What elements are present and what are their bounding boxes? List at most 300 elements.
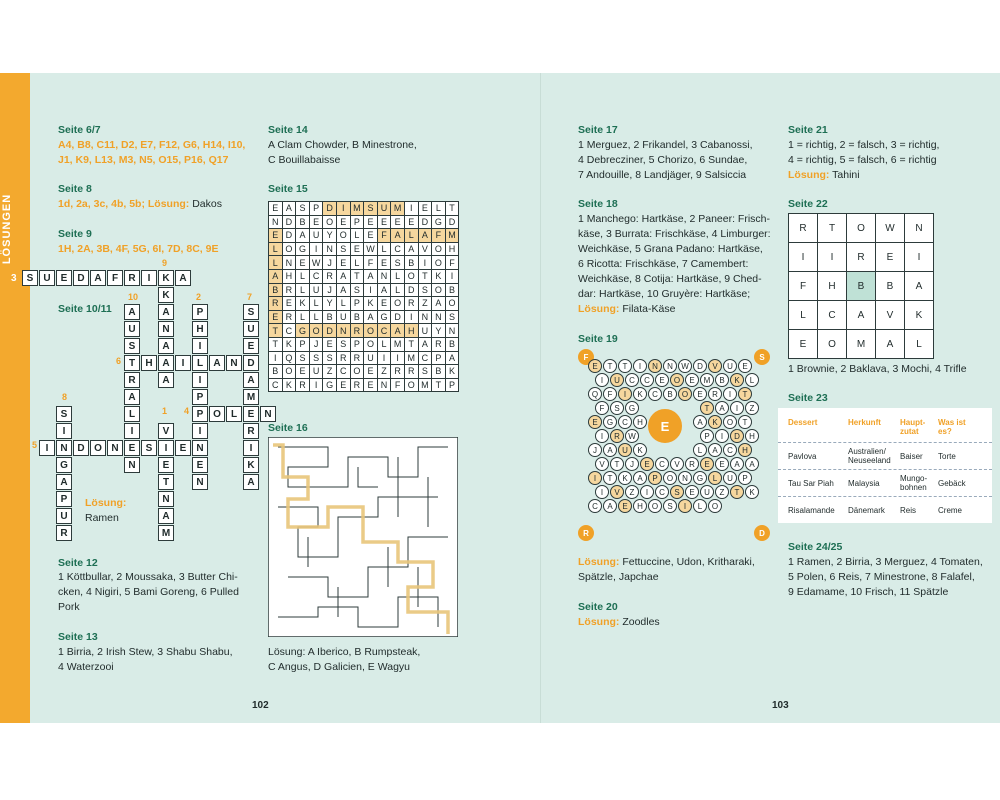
wordsearch-cell: O bbox=[432, 256, 446, 270]
letter-node: E bbox=[588, 359, 602, 373]
cw-num-10: 10 bbox=[128, 292, 139, 302]
wordsearch-cell: O bbox=[351, 365, 365, 379]
seite-18-l5: Weichkäse, 8 Cotija: Hartkäse, 9 Ched- bbox=[578, 273, 762, 285]
wordsearch-cell: U bbox=[419, 324, 433, 338]
seite-14-line2: C Bouillabaisse bbox=[268, 154, 341, 166]
wordsearch-cell: F bbox=[364, 256, 378, 270]
wordsearch-cell: L bbox=[432, 202, 446, 216]
wordsearch-cell: R bbox=[337, 352, 351, 366]
wordsearch-cell: R bbox=[296, 379, 310, 393]
wordsearch-cell: S bbox=[419, 284, 433, 298]
wordsearch-cell: N bbox=[323, 243, 337, 257]
letter-node: A bbox=[633, 471, 647, 485]
crossword-cell: E bbox=[192, 457, 208, 473]
crossword-cell: K bbox=[158, 270, 174, 286]
letter-node: C bbox=[655, 457, 669, 471]
table-row: Tau Sar Piah Malaysia Mungo-bohnen Gebäck bbox=[778, 469, 992, 496]
th-dessert: Dessert bbox=[788, 418, 818, 427]
wordsearch-cell: T bbox=[419, 270, 433, 284]
wordsearch-cell: L bbox=[269, 243, 283, 257]
letter-node: A bbox=[603, 499, 617, 513]
seite-9-line1: 1H, 2A, 3B, 4F, 5G, 6I, 7D, 8C, 9E bbox=[58, 243, 219, 255]
letter-node: O bbox=[670, 373, 684, 387]
crossword-cell: R bbox=[56, 525, 72, 541]
page-gutter bbox=[540, 73, 541, 723]
crossword-cell: D bbox=[73, 270, 89, 286]
wordsearch-cell: F bbox=[446, 256, 460, 270]
letter-node: C bbox=[648, 387, 662, 401]
letter-node: E bbox=[618, 499, 632, 513]
crossword-cell: N bbox=[192, 440, 208, 456]
wordsearch-cell: K bbox=[446, 365, 460, 379]
crossword-cell: E bbox=[175, 440, 191, 456]
seite-18-l1: 1 Manchego: Hartkäse, 2 Paneer: Frisch- bbox=[578, 213, 771, 225]
wordsearch-cell: A bbox=[405, 243, 419, 257]
crossword-cell: N bbox=[56, 440, 72, 456]
wordsearch-cell: P bbox=[351, 338, 365, 352]
wordsearch-cell: T bbox=[351, 270, 365, 284]
wordsearch-cell: O bbox=[364, 324, 378, 338]
wordsearch-cell: T bbox=[269, 338, 283, 352]
wordsearch-cell: L bbox=[391, 270, 405, 284]
letter-grid-cell: E bbox=[876, 243, 905, 272]
crossword-cell: A bbox=[175, 270, 191, 286]
seite-18-loesung: Lösung: Filata-Käse bbox=[578, 303, 676, 315]
letter-node: B bbox=[663, 387, 677, 401]
letter-node: D bbox=[730, 429, 744, 443]
letter-node: O bbox=[708, 499, 722, 513]
crossword-cell: U bbox=[39, 270, 55, 286]
wordsearch-cell: I bbox=[405, 311, 419, 325]
wordsearch-cell: E bbox=[323, 338, 337, 352]
crossword-cell: A bbox=[243, 474, 259, 490]
wordsearch-cell: E bbox=[364, 216, 378, 230]
crossword-cell: I bbox=[56, 423, 72, 439]
wordsearch-cell: E bbox=[364, 229, 378, 243]
crossword-cell: L bbox=[124, 406, 140, 422]
crossword-cell: T bbox=[158, 474, 174, 490]
seite-23-title: Seite 23 bbox=[788, 392, 828, 404]
wordsearch-cell: K bbox=[364, 297, 378, 311]
wordsearch-cell: U bbox=[310, 229, 324, 243]
letter-node: T bbox=[700, 401, 714, 415]
letter-node: T bbox=[618, 359, 632, 373]
wordsearch-cell: S bbox=[419, 365, 433, 379]
crossword-cell: N bbox=[260, 406, 276, 422]
wordsearch-cell: C bbox=[391, 243, 405, 257]
wordsearch-cell: S bbox=[296, 202, 310, 216]
crossword-cell: U bbox=[124, 321, 140, 337]
wordsearch-cell: K bbox=[283, 379, 297, 393]
wordsearch-cell: P bbox=[432, 352, 446, 366]
wordsearch-cell: O bbox=[323, 216, 337, 230]
seite-17-line1: 1 Merguez, 2 Frikandel, 3 Cabanossi, bbox=[578, 139, 753, 151]
wordsearch-cell: D bbox=[391, 311, 405, 325]
wordsearch-cell: E bbox=[296, 256, 310, 270]
crossword-cell: H bbox=[192, 321, 208, 337]
th-herkunft: Herkunft bbox=[848, 418, 881, 427]
letter-node: A bbox=[603, 443, 617, 457]
seite-13-title: Seite 13 bbox=[58, 631, 98, 643]
crossword-cell: S bbox=[141, 440, 157, 456]
letter-node: W bbox=[625, 429, 639, 443]
wordsearch-cell: M bbox=[391, 338, 405, 352]
crossword-cell: G bbox=[56, 457, 72, 473]
wordsearch-cell: H bbox=[405, 324, 419, 338]
seite-10-11-loesung-label: Lösung: bbox=[85, 497, 127, 509]
wordsearch-cell: C bbox=[283, 324, 297, 338]
seite-10-11-title: Seite 10/11 bbox=[58, 303, 112, 315]
wordsearch-cell: F bbox=[378, 229, 392, 243]
crossword-cell: A bbox=[158, 508, 174, 524]
wordsearch-cell: D bbox=[323, 202, 337, 216]
letter-grid-cell: A bbox=[905, 272, 934, 301]
wordsearch-cell: H bbox=[283, 270, 297, 284]
letter-node: H bbox=[633, 499, 647, 513]
crossword-cell: A bbox=[90, 270, 106, 286]
wordsearch-cell: H bbox=[446, 243, 460, 257]
seite-15-title: Seite 15 bbox=[268, 183, 308, 195]
letter-grid-cell: V bbox=[876, 301, 905, 330]
seite-8-title: Seite 8 bbox=[58, 183, 92, 195]
letter-node: S bbox=[670, 485, 684, 499]
wordsearch-grid bbox=[268, 201, 459, 392]
crossword-cell: I bbox=[124, 423, 140, 439]
wordsearch-cell: R bbox=[283, 284, 297, 298]
crossword-cell: M bbox=[158, 525, 174, 541]
letter-node: C bbox=[640, 373, 654, 387]
wordsearch-cell: P bbox=[351, 297, 365, 311]
letter-node: A bbox=[708, 443, 722, 457]
crossword-cell: E bbox=[56, 270, 72, 286]
wordsearch-cell: R bbox=[405, 297, 419, 311]
letter-node: E bbox=[685, 373, 699, 387]
wordsearch-cell: L bbox=[269, 256, 283, 270]
wordsearch-cell: W bbox=[364, 243, 378, 257]
wordsearch-cell: B bbox=[405, 256, 419, 270]
wordsearch-cell: P bbox=[446, 379, 460, 393]
wordsearch-cell: R bbox=[432, 338, 446, 352]
crossword-cell: I bbox=[158, 440, 174, 456]
letter-node: U bbox=[618, 443, 632, 457]
crossword-cell: E bbox=[158, 457, 174, 473]
wordsearch-cell: A bbox=[391, 324, 405, 338]
crossword-cell: N bbox=[226, 355, 242, 371]
letter-node: E bbox=[640, 457, 654, 471]
letter-node: O bbox=[723, 415, 737, 429]
wordsearch-cell: I bbox=[405, 202, 419, 216]
cw-num-7: 7 bbox=[247, 292, 253, 302]
wordsearch-cell: P bbox=[296, 338, 310, 352]
wordsearch-cell: O bbox=[405, 270, 419, 284]
seite-13-line1: 1 Birria, 2 Irish Stew, 3 Shabu Shabu, bbox=[58, 646, 233, 658]
wordsearch-cell: I bbox=[378, 352, 392, 366]
seite-24-25-line3: 9 Edamame, 10 Frisch, 11 Spätzle bbox=[788, 586, 949, 598]
wordsearch-cell: K bbox=[296, 297, 310, 311]
wordsearch-cell: I bbox=[419, 256, 433, 270]
wordsearch-cell: O bbox=[432, 284, 446, 298]
wordsearch-cell: O bbox=[432, 243, 446, 257]
wordsearch-cell: D bbox=[446, 216, 460, 230]
seite-12-title: Seite 12 bbox=[58, 557, 98, 569]
center-node: E bbox=[648, 409, 682, 443]
letter-node: I bbox=[715, 429, 729, 443]
wordsearch-cell: R bbox=[391, 365, 405, 379]
wordsearch-cell: A bbox=[337, 284, 351, 298]
letter-node: E bbox=[693, 387, 707, 401]
letter-node: C bbox=[723, 443, 737, 457]
wordsearch-cell: E bbox=[391, 216, 405, 230]
seite-18-l3: Weichkäse, 5 Grana Padano: Hartkäse, bbox=[578, 243, 763, 255]
seite-24-25-line1: 1 Ramen, 2 Birria, 3 Merguez, 4 Tomaten, bbox=[788, 556, 983, 568]
letter-node: G bbox=[625, 401, 639, 415]
side-tab-number: 3 bbox=[11, 273, 17, 284]
seite-6-7-line2: J1, K9, L13, M3, N5, O15, P16, Q17 bbox=[58, 154, 229, 166]
wordsearch-cell: G bbox=[296, 243, 310, 257]
wordsearch-cell: N bbox=[419, 311, 433, 325]
crossword-cell: E bbox=[243, 406, 259, 422]
cw-num-4: 4 bbox=[184, 406, 190, 416]
cw-num-9: 9 bbox=[162, 258, 168, 268]
seite-16-line2: C Angus, D Galicien, E Wagyu bbox=[268, 661, 411, 673]
wordsearch-cell: O bbox=[364, 338, 378, 352]
letter-grid-cell: C bbox=[818, 301, 847, 330]
wordsearch-cell: B bbox=[269, 284, 283, 298]
wordsearch-cell: Y bbox=[432, 324, 446, 338]
wordsearch-cell: B bbox=[432, 365, 446, 379]
wordsearch-cell: E bbox=[296, 365, 310, 379]
letter-node: R bbox=[685, 457, 699, 471]
letter-node: N bbox=[678, 471, 692, 485]
letter-grid-cell: B bbox=[847, 272, 876, 301]
wordsearch-cell: A bbox=[296, 229, 310, 243]
wordsearch-cell: P bbox=[310, 202, 324, 216]
letter-node: L bbox=[745, 373, 759, 387]
letter-node: J bbox=[588, 443, 602, 457]
wordsearch-cell: S bbox=[323, 352, 337, 366]
crossword-cell: O bbox=[90, 440, 106, 456]
wordsearch-cell: L bbox=[351, 229, 365, 243]
crossword-cell: M bbox=[243, 389, 259, 405]
letter-node: E bbox=[685, 485, 699, 499]
page-number-right: 103 bbox=[772, 700, 789, 711]
crossword-cell: P bbox=[192, 406, 208, 422]
letter-node: K bbox=[633, 443, 647, 457]
seite-12-line2: cken, 4 Nigiri, 5 Bami Goreng, 6 Pulled bbox=[58, 586, 239, 598]
letter-grid-cell: N bbox=[905, 214, 934, 243]
crossword-cell: I bbox=[192, 338, 208, 354]
letter-node: O bbox=[663, 471, 677, 485]
wordsearch-cell: R bbox=[323, 270, 337, 284]
wordsearch-cell: A bbox=[269, 270, 283, 284]
letter-node: E bbox=[655, 373, 669, 387]
letter-node: H bbox=[633, 415, 647, 429]
cw-num-1: 1 bbox=[162, 406, 168, 416]
wordsearch-cell: N bbox=[446, 324, 460, 338]
seite-17-title: Seite 17 bbox=[578, 124, 618, 136]
crossword-cell: A bbox=[124, 389, 140, 405]
seite-17-line3: 7 Andouille, 8 Landjäger, 9 Salsiccia bbox=[578, 169, 747, 181]
crossword-cell: S bbox=[22, 270, 38, 286]
wordsearch-cell: C bbox=[337, 365, 351, 379]
crossword-cell: O bbox=[209, 406, 225, 422]
seite-19-title: Seite 19 bbox=[578, 333, 618, 345]
seite-19-loesung1: Lösung: Fettuccine, Udon, Kritharaki, bbox=[578, 556, 755, 568]
letter-node: I bbox=[595, 429, 609, 443]
letter-node: R bbox=[610, 429, 624, 443]
letter-node: K bbox=[708, 415, 722, 429]
wordsearch-cell: E bbox=[337, 256, 351, 270]
wordsearch-cell: I bbox=[446, 270, 460, 284]
wordsearch-cell: D bbox=[419, 216, 433, 230]
letter-node: I bbox=[678, 499, 692, 513]
letter-node: L bbox=[693, 499, 707, 513]
crossword-cell: F bbox=[107, 270, 123, 286]
seite-21-loesung: Lösung: Tahini bbox=[788, 169, 860, 181]
crossword-cell: V bbox=[158, 423, 174, 439]
wordsearch-cell: M bbox=[405, 352, 419, 366]
seite-6-7-line1: A4, B8, C11, D2, E7, F12, G6, H14, I10, bbox=[58, 139, 246, 151]
seite-8-line bbox=[58, 197, 222, 212]
seite-14-line1: A Clam Chowder, B Minestrone, bbox=[268, 139, 417, 151]
seite-13-line2: 4 Waterzooi bbox=[58, 661, 114, 673]
wordsearch-cell: N bbox=[269, 216, 283, 230]
crossword-cell: K bbox=[158, 287, 174, 303]
letter-grid-cell: L bbox=[905, 330, 934, 359]
seite-18-l6: dar: Hartkäse, 10 Gruyère: Hartkäse; bbox=[578, 288, 751, 300]
crossword-cell: L bbox=[192, 355, 208, 371]
letter-grid-cell: A bbox=[876, 330, 905, 359]
letter-node: W bbox=[678, 359, 692, 373]
letter-node: T bbox=[738, 387, 752, 401]
wordsearch-cell: B bbox=[323, 311, 337, 325]
crossword-cell: A bbox=[158, 372, 174, 388]
crossword-cell: N bbox=[124, 457, 140, 473]
wordsearch-cell: B bbox=[296, 216, 310, 230]
seite-8-answers: 1d, 2a, 3c, 4b, 5b; bbox=[58, 198, 148, 210]
wordsearch-cell: C bbox=[419, 352, 433, 366]
wordsearch-cell: Z bbox=[419, 297, 433, 311]
letter-grid-cell: M bbox=[847, 330, 876, 359]
letter-node: E bbox=[588, 415, 602, 429]
wordsearch-cell: L bbox=[310, 297, 324, 311]
letter-grid-cell: R bbox=[847, 243, 876, 272]
wordsearch-cell: M bbox=[391, 202, 405, 216]
letter-node: M bbox=[700, 373, 714, 387]
wordsearch-cell: G bbox=[378, 311, 392, 325]
letter-node: I bbox=[595, 373, 609, 387]
letter-node: Z bbox=[625, 485, 639, 499]
wordsearch-cell: A bbox=[446, 352, 460, 366]
seite-19-loesung2: Spätzle, Japchae bbox=[578, 571, 659, 583]
wordsearch-cell: W bbox=[310, 256, 324, 270]
letter-node: U bbox=[723, 471, 737, 485]
wordsearch-cell: Z bbox=[323, 365, 337, 379]
crossword-cell: A bbox=[158, 338, 174, 354]
crossword-cell: A bbox=[158, 355, 174, 371]
wordsearch-cell: N bbox=[283, 256, 297, 270]
wordsearch-cell: B bbox=[446, 284, 460, 298]
wordsearch-cell: I bbox=[310, 243, 324, 257]
crossword-cell: L bbox=[226, 406, 242, 422]
letter-grid-cell: O bbox=[818, 330, 847, 359]
wordsearch-cell: I bbox=[364, 284, 378, 298]
letter-node: K bbox=[633, 387, 647, 401]
wordsearch-cell: E bbox=[378, 216, 392, 230]
wordsearch-cell: O bbox=[337, 229, 351, 243]
crossword-cell: I bbox=[39, 440, 55, 456]
crossword-cell: N bbox=[192, 474, 208, 490]
wordsearch-cell: S bbox=[391, 256, 405, 270]
wordsearch-cell: E bbox=[337, 216, 351, 230]
wordsearch-cell: Z bbox=[378, 365, 392, 379]
wordsearch-cell: M bbox=[351, 202, 365, 216]
letter-node: P bbox=[738, 471, 752, 485]
corner-node: S bbox=[754, 349, 770, 365]
crossword-cell: S bbox=[243, 304, 259, 320]
letter-node: V bbox=[708, 359, 722, 373]
wordsearch-cell: B bbox=[351, 311, 365, 325]
crossword-cell: S bbox=[56, 406, 72, 422]
cw-num-2: 2 bbox=[196, 292, 202, 302]
crossword-cell: N bbox=[158, 491, 174, 507]
side-tab bbox=[0, 73, 30, 723]
letter-node: U bbox=[610, 373, 624, 387]
letter-node: A bbox=[730, 457, 744, 471]
letter-grid-cell: K bbox=[905, 301, 934, 330]
table-row: Pavlova Australien/ Neuseeland Baiser Torte bbox=[778, 442, 992, 469]
wordsearch-cell: K bbox=[432, 270, 446, 284]
letter-node: I bbox=[730, 401, 744, 415]
letter-node: I bbox=[633, 359, 647, 373]
wordsearch-cell: L bbox=[296, 284, 310, 298]
letter-node: A bbox=[745, 457, 759, 471]
letter-grid-cell: B bbox=[876, 272, 905, 301]
letter-node: O bbox=[648, 499, 662, 513]
wordsearch-cell: A bbox=[364, 270, 378, 284]
letter-node: U bbox=[700, 485, 714, 499]
wordsearch-cell: S bbox=[351, 284, 365, 298]
letter-node: Q bbox=[588, 387, 602, 401]
wordsearch-cell: R bbox=[405, 365, 419, 379]
wordsearch-cell: D bbox=[283, 229, 297, 243]
wordsearch-cell: J bbox=[323, 284, 337, 298]
wordsearch-cell: E bbox=[364, 365, 378, 379]
letter-grid-cell: W bbox=[876, 214, 905, 243]
wordsearch-cell: S bbox=[364, 202, 378, 216]
wordsearch-cell: S bbox=[337, 338, 351, 352]
letter-node: V bbox=[670, 457, 684, 471]
seite-14-title: Seite 14 bbox=[268, 124, 308, 136]
letter-node: V bbox=[595, 457, 609, 471]
wordsearch-cell: E bbox=[351, 243, 365, 257]
letter-node: J bbox=[625, 457, 639, 471]
wordsearch-cell: R bbox=[351, 379, 365, 393]
wordsearch-cell: A bbox=[419, 229, 433, 243]
letter-node: O bbox=[678, 387, 692, 401]
letter-node: A bbox=[715, 401, 729, 415]
crossword-cell: R bbox=[124, 372, 140, 388]
crossword-cell: I bbox=[192, 372, 208, 388]
letter-node: L bbox=[708, 471, 722, 485]
letter-node: N bbox=[648, 359, 662, 373]
letter-node: I bbox=[595, 485, 609, 499]
wordsearch-cell: N bbox=[432, 311, 446, 325]
wordsearch-cell: B bbox=[269, 365, 283, 379]
letter-node: G bbox=[693, 471, 707, 485]
letter-node: A bbox=[693, 415, 707, 429]
letter-grid-cell: E bbox=[789, 330, 818, 359]
